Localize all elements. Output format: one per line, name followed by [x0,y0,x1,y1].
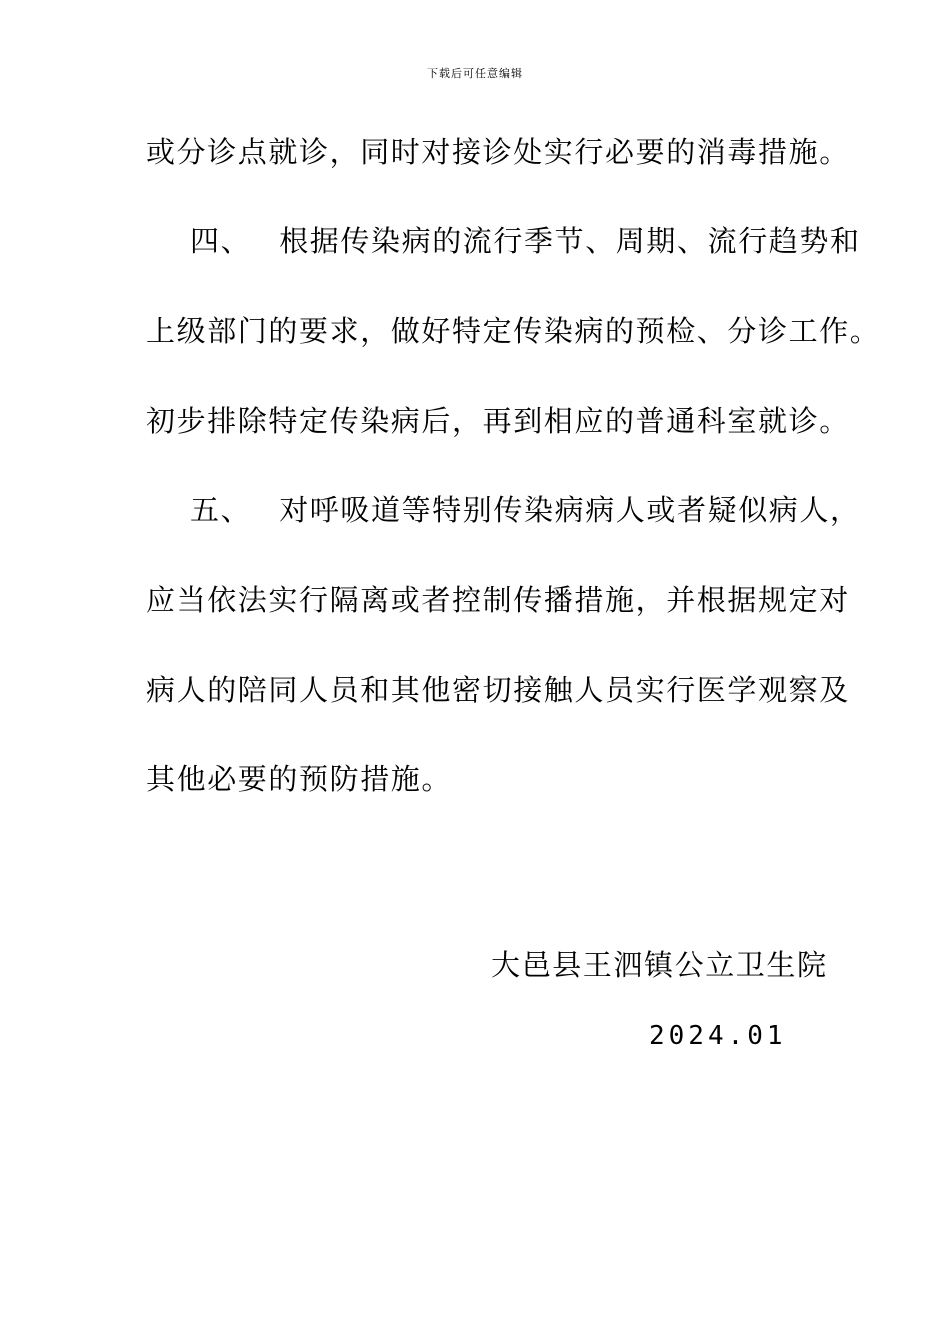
body-line-1: 或分诊点就诊，同时对接诊处实行必要的消毒措施。 [146,135,850,169]
item-5-line-3: 病人的陪同人员和其他密切接触人员实行医学观察及 [146,673,850,707]
item-5-line-2: 应当依法实行隔离或者控制传播措施，并根据规定对 [146,583,850,617]
item-4-line-1 [190,221,861,261]
item-5-text: 对呼吸道等特别传染病病人或者疑似病人， [279,493,861,527]
item-5-line-4: 其他必要的预防措施。 [146,762,453,796]
item-5-line-1 [190,490,861,530]
item-4-line-3: 初步排除特定传染病后，再到相应的普通科室就诊。 [146,404,850,438]
header-note: 下载后可任意编辑 [427,67,523,80]
item-5-number: 五、 [190,493,252,527]
item-4-text: 根据传染病的流行季节、周期、流行趋势和 [279,224,861,258]
item-4-line-2: 上级部门的要求，做好特定传染病的预检、分诊工作。 [146,314,881,348]
signature-date: 2024.01 [649,1021,787,1051]
item-4-number: 四、 [190,224,252,258]
signature-organization: 大邑县王泗镇公立卫生院 [491,948,828,982]
